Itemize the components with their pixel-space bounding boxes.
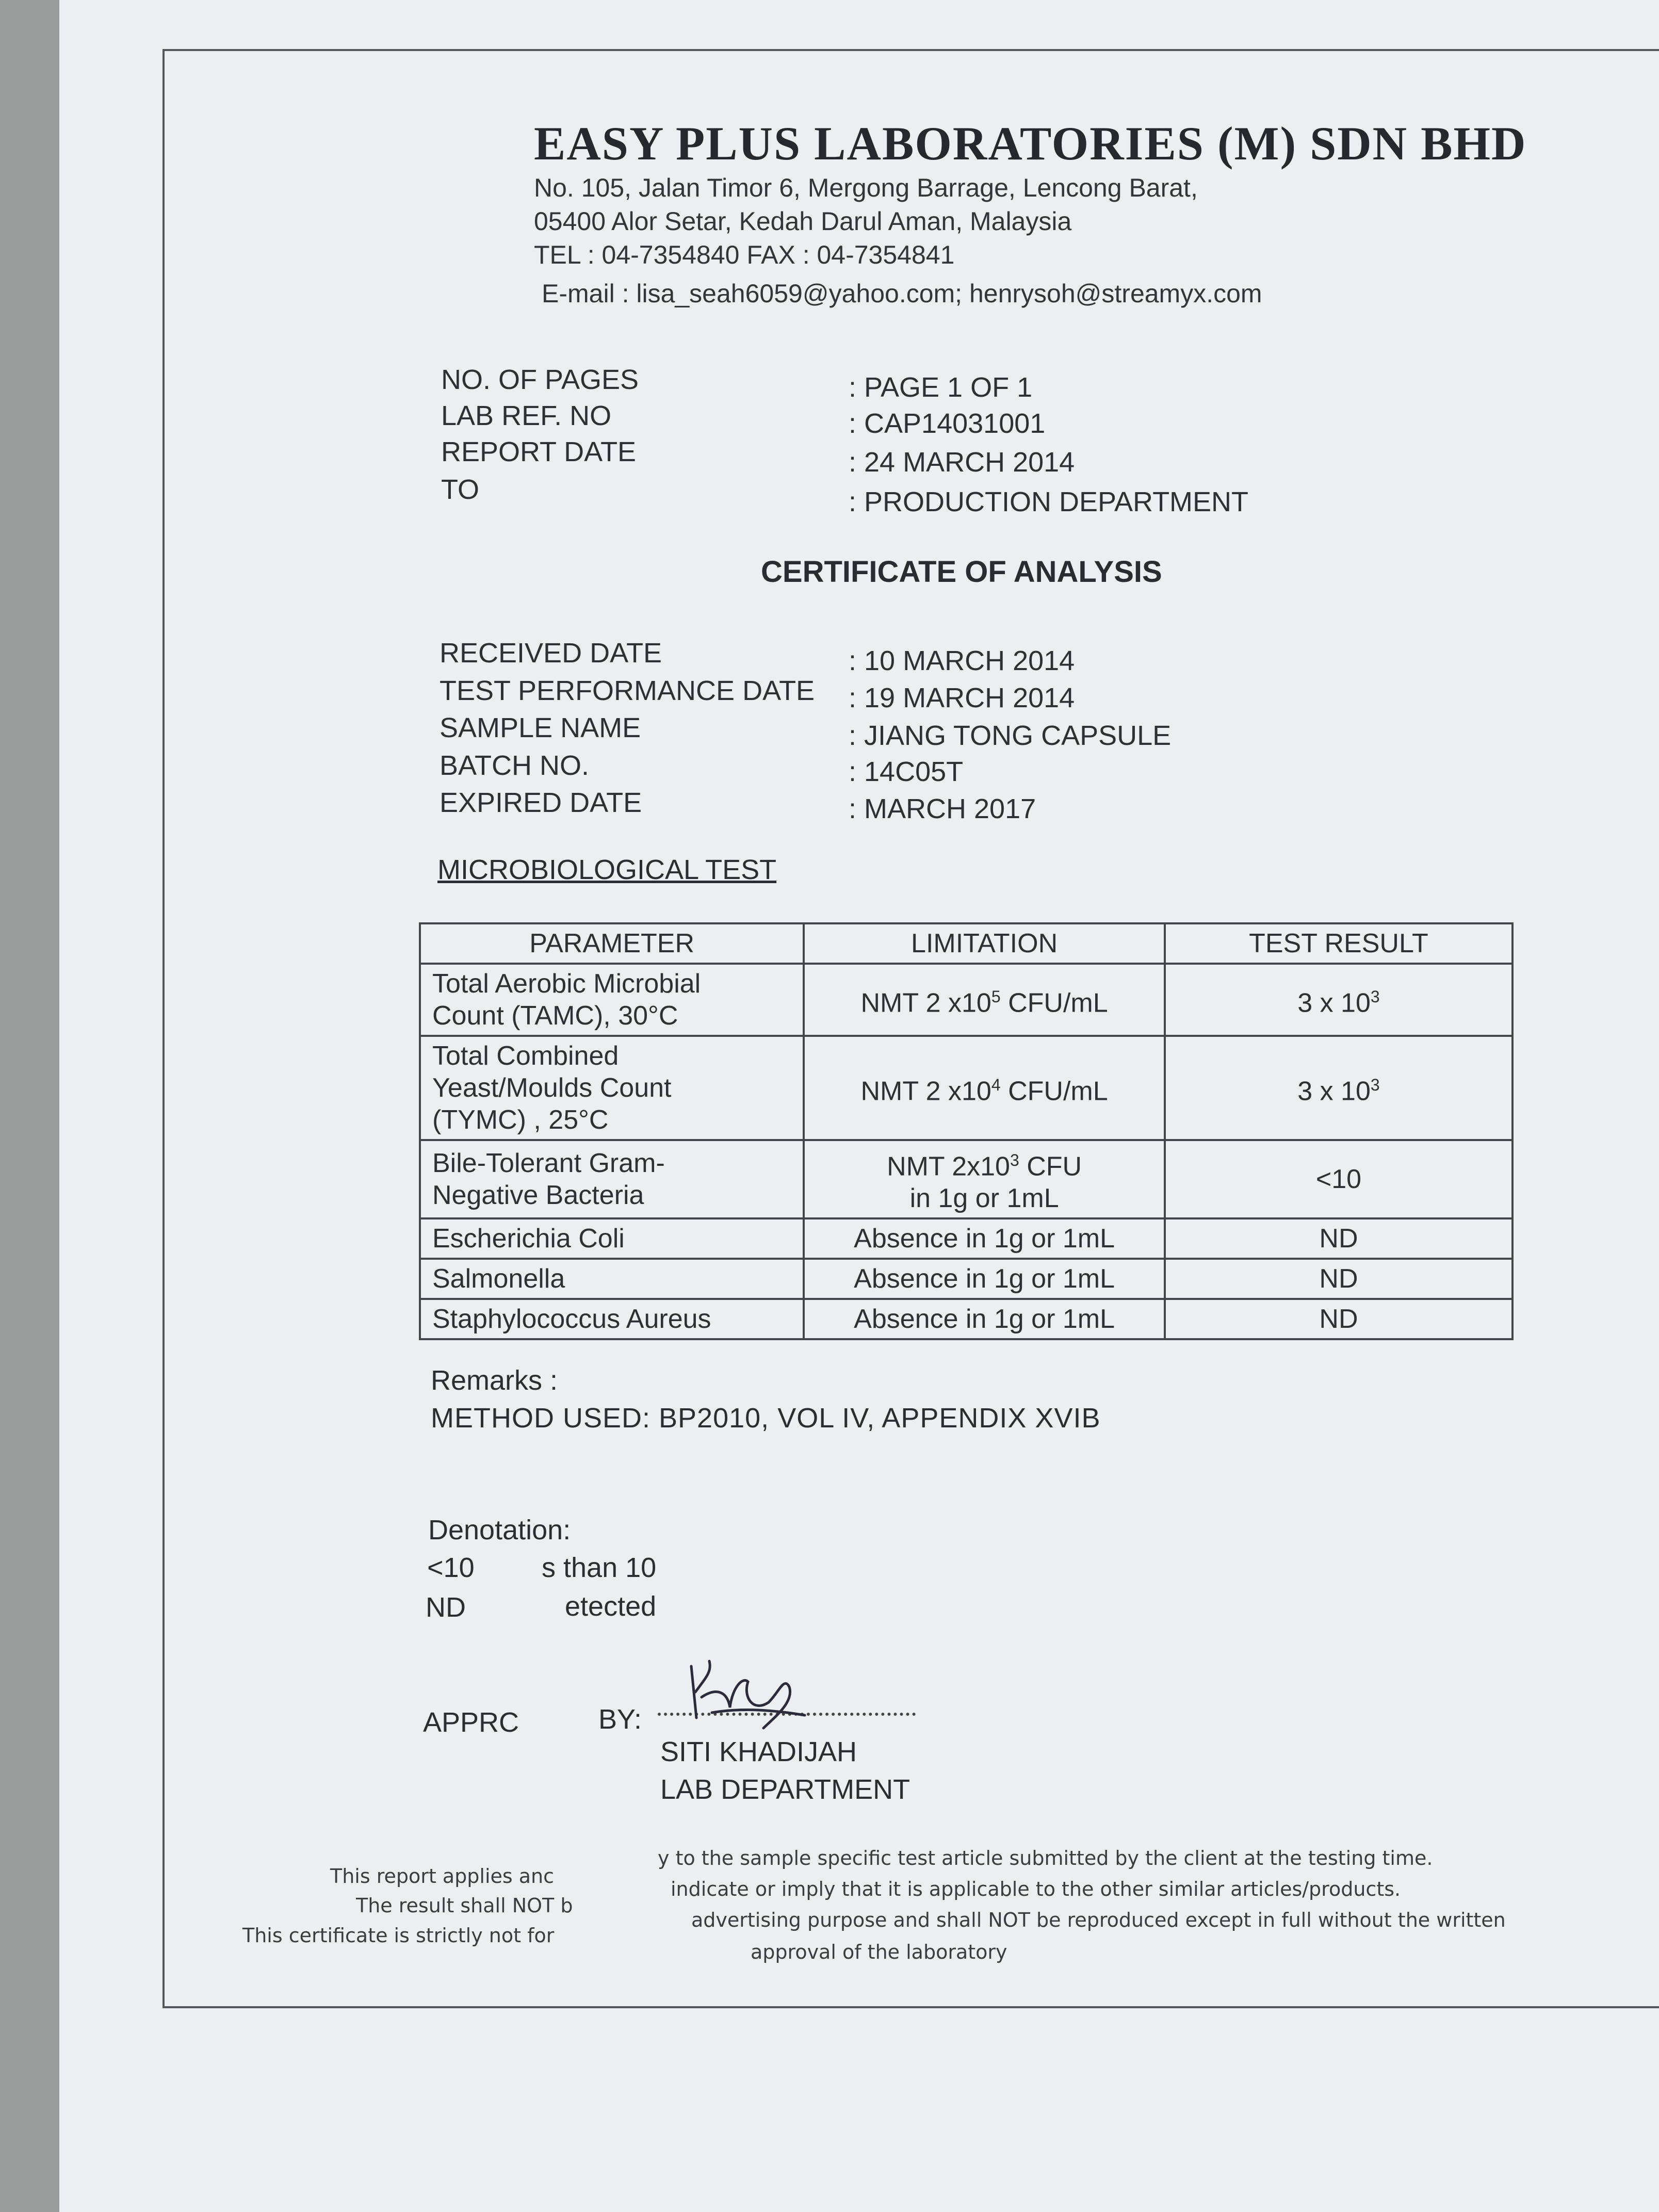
company-name: EASY PLUS LABORATORIES (M) SDN BHD <box>534 117 1527 170</box>
parameter-cell <box>420 1140 804 1218</box>
sample-label-expired: EXPIRED DATE <box>440 787 642 818</box>
disclaimer-line-3a: This certificate is strictly not for <box>242 1924 555 1947</box>
limitation-cell: Absence in 1g or 1mL <box>804 1259 1165 1299</box>
limitation-cell <box>804 1140 1165 1218</box>
report-value-pages: : PAGE 1 OF 1 <box>849 372 1033 403</box>
approved-by-label: BY: <box>598 1704 642 1735</box>
table-row <box>420 1299 1512 1339</box>
column-header-limitation: LIMITATION <box>804 923 1165 964</box>
parameter-cell: Staphylococcus Aureus <box>420 1299 804 1339</box>
report-label-date: REPORT DATE <box>441 436 637 467</box>
table-row <box>420 1036 1512 1140</box>
remarks-method: METHOD USED: BP2010, VOL IV, APPENDIX XVIB <box>431 1403 1101 1434</box>
parameter-line: Bile-Tolerant Gram- <box>432 1148 665 1179</box>
denotation-label: Denotation: <box>428 1515 571 1546</box>
denotation-text-1: s than 10 <box>542 1552 657 1583</box>
limitation-cell <box>804 964 1165 1036</box>
table-row <box>420 1140 1512 1218</box>
limit-unit: CFU/mL <box>1000 988 1108 1018</box>
limit-exponent: 5 <box>991 987 1001 1006</box>
address-line-2: 05400 Alor Setar, Kedah Darul Aman, Malaysia <box>534 207 1072 236</box>
sample-value-received: : 10 MARCH 2014 <box>849 645 1075 676</box>
result-base: 3 x 10 <box>1297 1076 1371 1107</box>
limit-exponent: 3 <box>1010 1151 1019 1169</box>
remarks-label: Remarks : <box>431 1365 558 1396</box>
report-value-to: : PRODUCTION DEPARTMENT <box>849 486 1249 517</box>
sample-value-expired: : MARCH 2017 <box>849 793 1036 824</box>
parameter-cell: Escherichia Coli <box>420 1218 804 1259</box>
parameter-cell <box>420 1036 804 1140</box>
disclaimer-line-1b: y to the sample specific test article submitted by the client at the testing time. <box>658 1847 1433 1869</box>
disclaimer-line-1a: This report applies anc <box>330 1865 555 1888</box>
limit-exponent: 4 <box>991 1075 1001 1094</box>
limit-line <box>816 1144 1152 1182</box>
limitation-cell: Absence in 1g or 1mL <box>804 1299 1165 1339</box>
parameter-line: Total Combined <box>432 1041 619 1071</box>
report-label-pages: NO. OF PAGES <box>441 364 639 395</box>
disclaimer-line-2a: The result shall NOT b <box>356 1894 573 1917</box>
disclaimer-line-4: approval of the laboratory <box>751 1941 1007 1963</box>
parameter-cell <box>420 964 804 1036</box>
table-header-row <box>420 923 1512 964</box>
denotation-key-2: ND <box>426 1592 466 1623</box>
result-exponent: 3 <box>1370 987 1380 1006</box>
column-header-parameter: PARAMETER <box>420 923 804 964</box>
report-value-labref: : CAP14031001 <box>849 408 1046 439</box>
section-title: MICROBIOLOGICAL TEST <box>437 854 777 885</box>
column-header-result: TEST RESULT <box>1165 923 1512 964</box>
limitation-cell <box>804 1036 1165 1140</box>
signer-name: SITI KHADIJAH <box>660 1736 857 1767</box>
report-value-date: : 24 MARCH 2014 <box>849 447 1075 478</box>
denotation-text-2: etected <box>565 1591 657 1622</box>
signature-mark <box>681 1656 815 1738</box>
parameter-line: (TYMC) , 25°C <box>432 1105 609 1135</box>
table-row <box>420 1218 1512 1259</box>
parameter-cell: Salmonella <box>420 1259 804 1299</box>
parameter-line: Total Aerobic Microbial <box>432 969 701 999</box>
disclaimer-line-2b: indicate or imply that it is applicable to the other similar articles/products. <box>671 1878 1401 1900</box>
certificate-title: CERTIFICATE OF ANALYSIS <box>761 555 1162 589</box>
result-cell: ND <box>1165 1299 1512 1339</box>
parameter-line: Yeast/Moulds Count <box>432 1073 672 1103</box>
limit-unit: CFU/mL <box>1000 1076 1108 1107</box>
address-line-1: No. 105, Jalan Timor 6, Mergong Barrage, Lencong Barat, <box>534 173 1198 202</box>
result-cell: ND <box>1165 1218 1512 1259</box>
signer-department: LAB DEPARTMENT <box>660 1774 910 1805</box>
sample-label-received: RECEIVED DATE <box>440 638 662 669</box>
result-exponent: 3 <box>1370 1075 1380 1094</box>
denotation-key-1: <10 <box>427 1552 475 1583</box>
tel-fax: TEL : 04-7354840 FAX : 04-7354841 <box>534 240 955 269</box>
sample-value-test-date: : 19 MARCH 2014 <box>849 682 1075 713</box>
sample-value-name: : JIANG TONG CAPSULE <box>849 720 1172 751</box>
result-base: 3 x 10 <box>1297 988 1371 1018</box>
result-cell <box>1165 1036 1512 1140</box>
sample-value-batch: : 14C05T <box>849 756 964 787</box>
limit-line-2: in 1g or 1mL <box>909 1183 1059 1214</box>
approved-label: APPRC <box>423 1707 519 1738</box>
results-table <box>419 922 1514 1340</box>
table-row <box>420 1259 1512 1299</box>
sample-label-batch: BATCH NO. <box>440 750 590 781</box>
limitation-cell: Absence in 1g or 1mL <box>804 1218 1165 1259</box>
sample-label-name: SAMPLE NAME <box>440 712 641 743</box>
disclaimer-line-3b: advertising purpose and shall NOT be reproduced except in full without the written <box>691 1909 1506 1931</box>
result-cell <box>1165 964 1512 1036</box>
sample-label-test-date: TEST PERFORMANCE DATE <box>440 675 815 706</box>
limit-unit: CFU <box>1019 1151 1082 1182</box>
result-cell: <10 <box>1165 1140 1512 1218</box>
parameter-line: Count (TAMC), 30°C <box>432 1001 678 1031</box>
parameter-line: Negative Bacteria <box>432 1180 644 1211</box>
result-cell: ND <box>1165 1259 1512 1299</box>
email-line: E-mail : lisa_seah6059@yahoo.com; henrysoh@streamyx.com <box>542 279 1262 308</box>
report-label-labref: LAB REF. NO <box>441 400 612 431</box>
report-label-to: TO <box>441 474 480 505</box>
limit-base: NMT 2 x10 <box>860 988 991 1018</box>
limit-base: NMT 2 x10 <box>860 1076 991 1107</box>
table-row <box>420 964 1512 1036</box>
limit-base: NMT 2x10 <box>887 1151 1010 1182</box>
